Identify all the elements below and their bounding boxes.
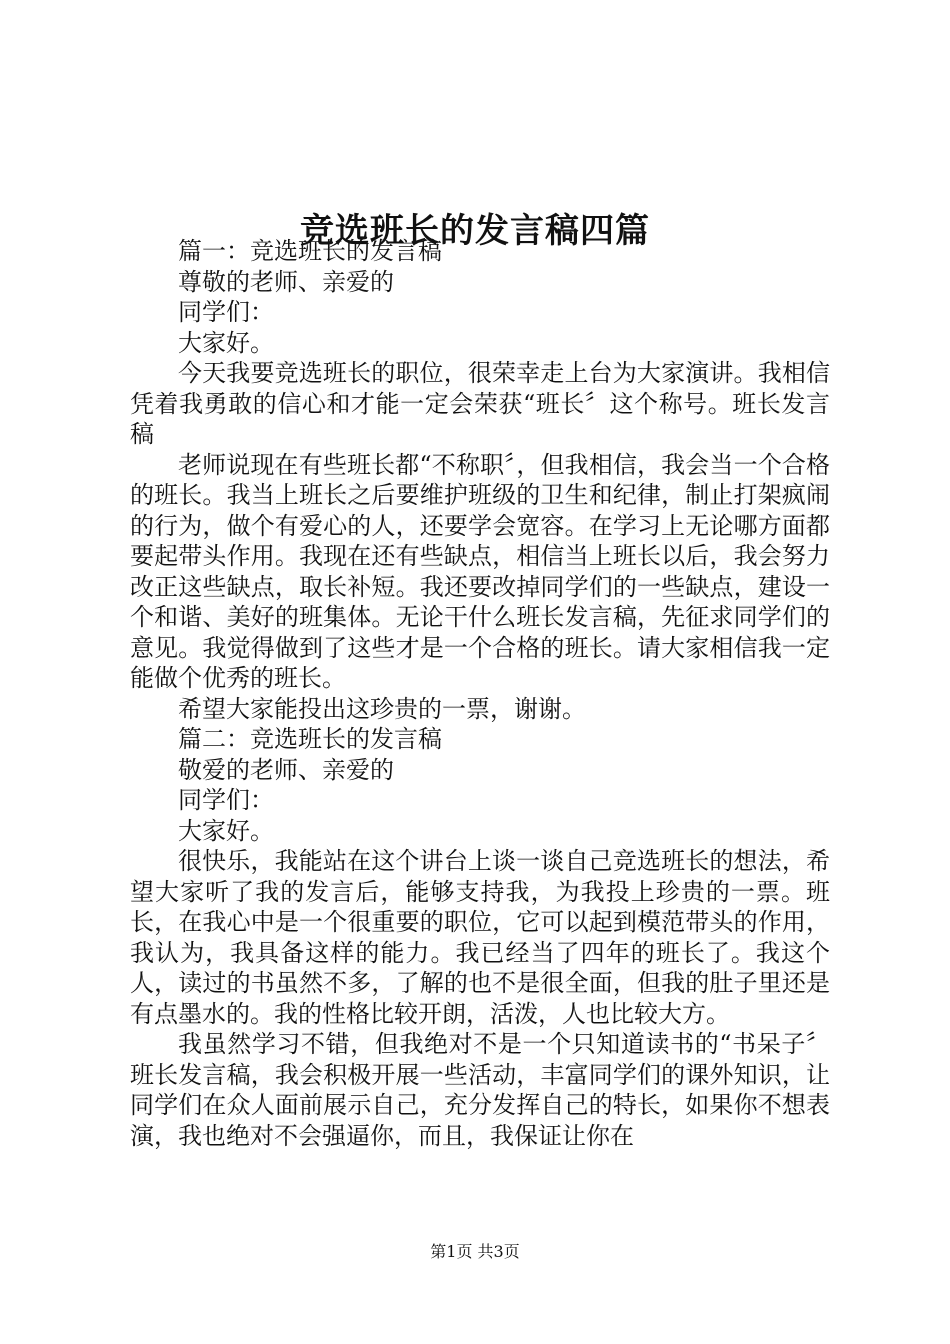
- paragraph: 老师说现在有些班长都“不称职〞，但我相信，我会当一个合格的班长。我当上班长之后要维护班级的卫生和纪律，制止打架疯闹的行为，做个有爱心的人，还要学会宽容。在学习上无论哪方面都要起带头作用。我现在还有些缺点，相信当上班长以后，我会努力改正这些缺点，取长补短。我还要改掉同学们的一些缺点，建设一个和谐、美好的班集体。无论干什么班长发言稿，先征求同学们的意见。我觉得做到了这些才是一个合格的班长。请大家相信我一定能做个优秀的班长。: [130, 450, 830, 692]
- paragraph: 大家好。: [178, 328, 274, 357]
- page-number: 第1页 共3页: [430, 1242, 520, 1261]
- paragraph: 同学们：: [178, 298, 274, 326]
- document-title: 竞选班长的发言稿四篇: [300, 210, 650, 251]
- paragraph: 篇二：竞选班长的发言稿: [178, 725, 442, 753]
- paragraph: 尊敬的老师、亲爱的: [178, 267, 394, 296]
- paragraph: 敬爱的老师、亲爱的: [178, 755, 394, 784]
- paragraph: 大家好。: [178, 816, 274, 845]
- paragraph: 我虽然学习不错，但我绝对不是一个只知道读书的“书呆子〞班长发言稿，我会积极开展一些活动，丰富同学们的课外知识，让同学们在众人面前展示自己，充分发挥自己的特长，如果你不想表演，我也绝对不会强逼你，而且，我保证让你在: [130, 1030, 830, 1150]
- paragraph: 希望大家能投出这珍贵的一票，谢谢。: [178, 694, 586, 723]
- paragraph: 很快乐，我能站在这个讲台上谈一谈自己竞选班长的想法，希望大家听了我的发言后，能够支持我，为我投上珍贵的一票。班长，在我心中是一个很重要的职位，它可以起到模范带头的作用，我认为，我具备这样的能力。我已经当了四年的班长了。我这个人，读过的书虽然不多，了解的也不是很全面，但我的肚子里还是有点墨水的。我的性格比较开朗，活泼，人也比较大方。: [130, 847, 830, 1028]
- paragraph: 今天我要竞选班长的职位，很荣幸走上台为大家演讲。我相信凭着我勇敢的信心和才能一定会荣获“班长〞这个称号。班长发言稿: [130, 359, 830, 448]
- paragraph: 同学们：: [178, 786, 274, 814]
- paragraph: 篇一：竞选班长的发言稿: [178, 237, 442, 265]
- document-body: [130, 236, 830, 1151]
